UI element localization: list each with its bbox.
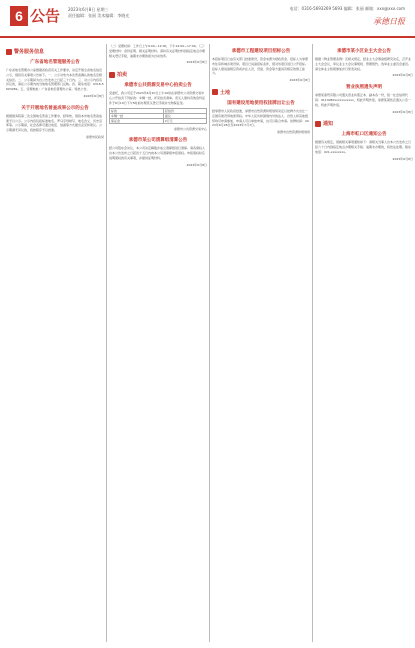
notice-signature: 承德市自然资源和规划局 xyxy=(276,130,310,135)
notice-body: 根据国务院第二次全国地名普查工作要求，经审核，现将本市地名普查成果予以公示。公示内容包括标准地名、罗马字母拼写、地名含义、历史沿革等。公示期间，社会各界可通过电话、信函等方式提出意见和建议。公示期满无异议的，将按程序予以批准。 xyxy=(6,113,103,133)
category-label: 土地 xyxy=(220,89,231,96)
notice-signature: 2023年6月8日 xyxy=(392,73,413,78)
notice-signature: 2023年6月8日 xyxy=(392,156,413,161)
notice-signature: 2023年6月8日 xyxy=(289,78,310,83)
table-cell: 保证金 xyxy=(110,118,164,123)
notice-title: 上海市虹口区通知公告 xyxy=(341,132,387,138)
notice-body: 经公司股东会决议，本公司决定解散并成立清算组进行清算。请各债权人自本公告发布之日起四十五日内向本公司清算组申报债权。申报债权时应说明债权的有关事项，并提供证明材料。 xyxy=(109,146,206,160)
notice-body: 根据有关规定，现就相关事项通知如下：请相关当事人自本公告发布之日起六十日内到指定地点办理相关手续。逾期未办理的，将依法处理。联系电话：021-xxxxxxxx。 xyxy=(315,140,412,154)
notice-title: 承德市公共资源交易中心拍卖公告 xyxy=(124,83,192,89)
notice-title: 关于开展地名普查成果公示的公告 xyxy=(21,105,89,111)
category-label: 通知 xyxy=(323,121,334,128)
table-cell: 面议 xyxy=(163,113,206,118)
category-header xyxy=(109,71,207,78)
notice-signature: 2023年6月8日 xyxy=(186,162,207,167)
column-1 xyxy=(6,44,104,146)
notice-body: 本招标项目已由有关部门批准建设，资金来源为财政资金，招标人为承德市住房和城乡建设局。项目已具备招标条件，现对该项目进行公开招标。投标人须具备相应资质并在人员、设备、资金等方面具有相应的施工能力。 xyxy=(212,57,309,76)
masthead-date: 2023年6月8日 星期三 xyxy=(68,7,109,12)
column-divider xyxy=(106,44,107,642)
notice-signature: 承德市民政局 xyxy=(85,134,104,139)
notice-body: （二）受理时间：工作日上午9:00—12:00，下午14:00—17:00。（三）受理材料：身份证明、相关证明材料。请持有关证明材料到指定地点办理相关登记手续，逾期未办理的视为自动放弃。 xyxy=(109,44,207,58)
notice-body: 承德某商贸有限公司遗失营业执照正本、副本各一份，统一社会信用代码：9113080xxxxxxxxxxx，特此声明作废。承德某餐饮店遗失公章一枚，特此声明作废。 xyxy=(315,93,411,107)
section-title: 公告 xyxy=(30,7,61,25)
category-marker-icon xyxy=(315,121,321,127)
notice-body: 受委托，我公司定于2023年6月20日上午10时在承德市公共资源交易中心公开拍卖下列标的：车辆一批，详见拍卖清单。竞买人须持有效身份证件于6月19日下午5时前办理竞买登记手续并交纳保证金。 xyxy=(109,91,206,105)
masthead-editors: 责任编辑：张丽 美术编辑：李晓光 xyxy=(68,13,130,18)
column-2 xyxy=(109,44,207,174)
category-marker-icon xyxy=(109,72,115,78)
column-divider xyxy=(209,44,210,642)
notice-title: 承德市工程建设项目招标公告 xyxy=(231,49,291,54)
table-row xyxy=(110,118,207,123)
notice-signature: 承德市公共资源交易中心 xyxy=(173,126,207,131)
masthead-phone: 电话：0316-5693269 5693 编辑：张丽 邮箱：xxx@xxx.com xyxy=(289,6,405,11)
notice-title: 营业执照遗失声明 xyxy=(346,85,382,91)
notice-title: 广东省地名管理服务公告 xyxy=(30,60,80,65)
notice-body: 经承德市人民政府批准，承德市自然资源和规划局决定以挂牌方式出让一宗国有建设用地使用权。中华人民共和国境内外的法人、自然人和其他组织均可申请参加，申请人可以单独申请，也可以联合申请。挂牌时间：2023年6月28日至2023年7月7日。 xyxy=(212,108,309,128)
notice-signature: 2023年6月8日 xyxy=(83,93,104,98)
category-header xyxy=(315,120,413,127)
category-marker-icon xyxy=(6,49,12,55)
notice-body: 根据《物业管理条例》及相关规定，经业主大会筹备组研究决定，召开业主大会会议，审议业主大会议事规则、管理规约，选举业主委员会委员。请全体业主积极参加并行使表决权。 xyxy=(315,57,412,71)
column-3 xyxy=(212,44,310,141)
category-label: 警务服务信息 xyxy=(14,49,45,55)
masthead xyxy=(0,0,415,38)
category-marker-icon xyxy=(212,89,218,95)
category-header xyxy=(212,89,310,96)
notice-title: 承德市某公司清算组清算公告 xyxy=(128,138,188,144)
table-cell: 标的 xyxy=(110,108,164,113)
newspaper-logo: 承德日报 xyxy=(373,17,405,26)
table-cell: 起拍价 xyxy=(163,108,206,113)
notice-title: 国有建设用地使用权挂牌出让公告 xyxy=(227,100,295,106)
table-cell: 车辆一批 xyxy=(110,113,164,118)
column-divider xyxy=(312,44,313,642)
masthead-meta xyxy=(68,7,129,19)
notice-body: 广东省地名管理办公室根据省政府有关工作要求，决定开展全省地名信息公示，现将有关事项公告如下。一、公示对象为本次普查确认的地名及相关信息。二、公示期间为自公告发布之日起三十日内。三、对公示内容有异议的，请在公示期内向当地地名管理部门反映。四、联系电话：0316-5693269。五、受理地址：广东省地名管理办公室。特此公告。 xyxy=(6,68,104,92)
page-number: 6 xyxy=(10,6,28,26)
category-label: 拍卖 xyxy=(117,72,128,79)
auction-table xyxy=(109,108,207,124)
table-cell: 2万元 xyxy=(163,118,206,123)
category-header xyxy=(6,48,104,55)
notice-title: 承德市某小区业主大会公告 xyxy=(337,49,391,54)
notice-signature: 2023年6月8日 xyxy=(392,109,413,114)
column-4 xyxy=(315,44,413,168)
notice-signature: 2023年6月8日 xyxy=(186,60,207,65)
masthead-right xyxy=(290,6,405,27)
